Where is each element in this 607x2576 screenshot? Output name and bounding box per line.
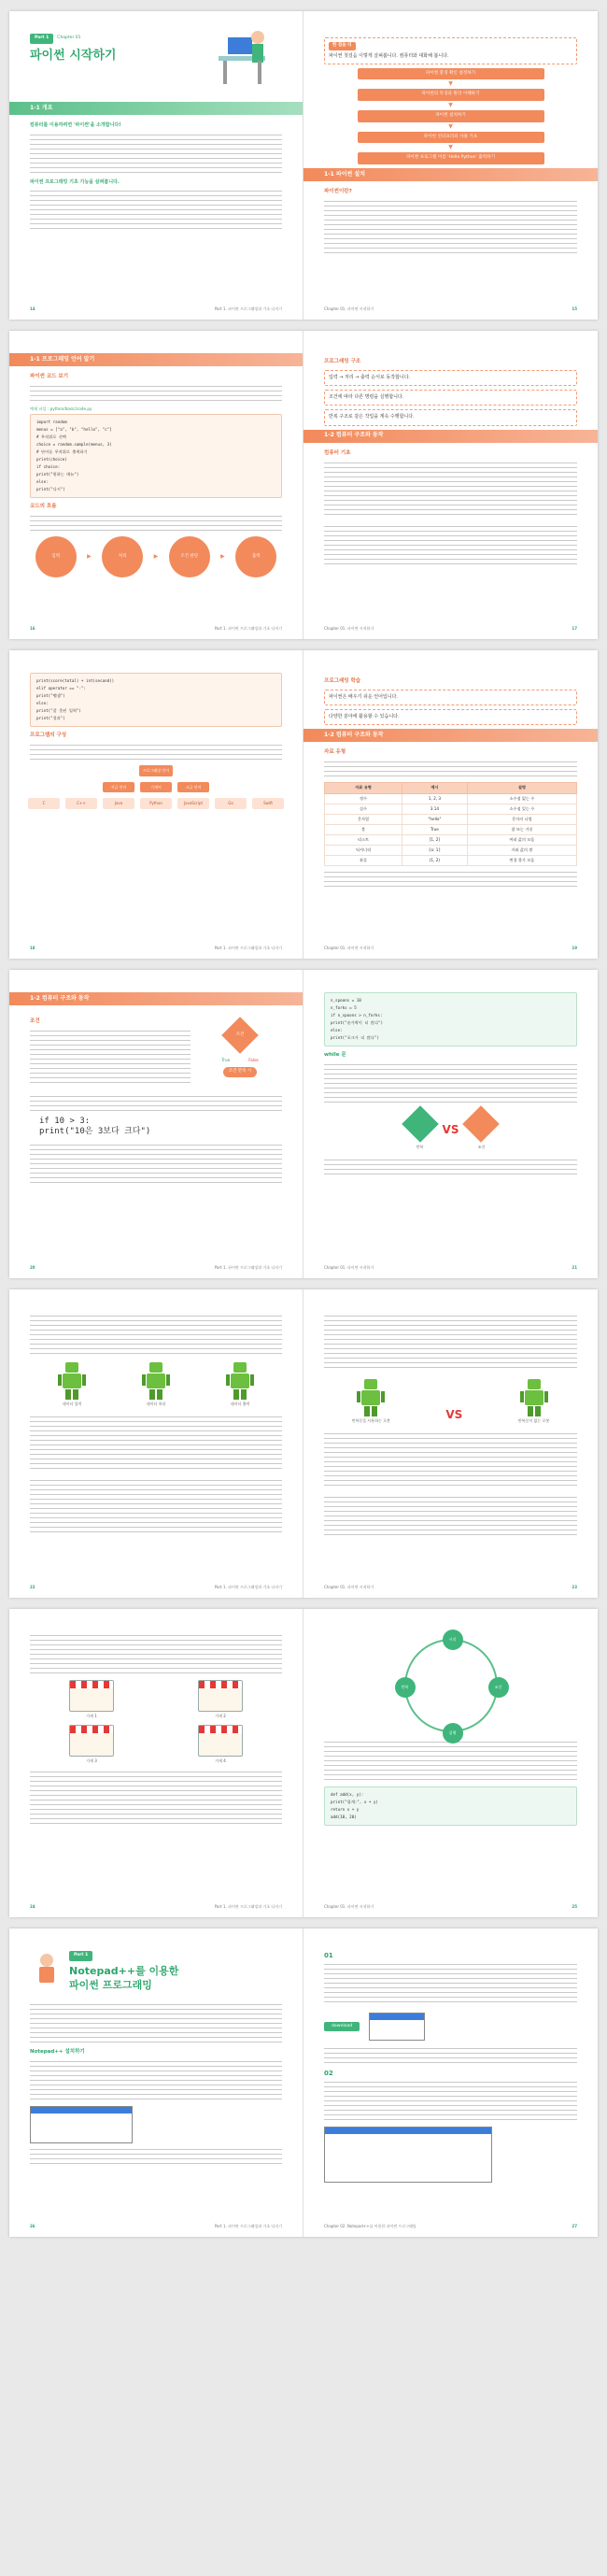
tip-box (324, 690, 577, 705)
robot-row (30, 1362, 282, 1407)
spread-4 (9, 970, 598, 1278)
robot-icon (226, 1362, 254, 1400)
paragraph (324, 2080, 577, 2121)
page-15 (304, 11, 598, 320)
table-cell: (1, 2) (402, 856, 468, 866)
table-cell: [1, 2] (402, 834, 468, 845)
paragraph (324, 1158, 577, 1174)
paragraph (30, 384, 282, 401)
page-footer: 26 Part 1. 파이썬 프로그래밍과 기초 다지기 (30, 2224, 282, 2229)
subheading: 프로그래밍 구조 (324, 359, 361, 364)
robot-item (226, 1362, 254, 1407)
arrow-down-icon: ▼ (448, 80, 453, 88)
tree-node: 저급 언어 (103, 782, 134, 793)
table-row (325, 824, 577, 834)
code-line: print("포크가 더 많다") (331, 1034, 380, 1040)
subheading: 조건 (30, 1018, 40, 1024)
tip-box (324, 709, 577, 725)
table-header: 자료 유형 (325, 783, 402, 793)
page-footer: Chapter 02. Notepad++를 이용한 파이썬 프로그래밍 27 (324, 2224, 577, 2229)
paragraph (30, 1415, 282, 1473)
chapter-title-1: Notepad++를 이용한 (69, 1964, 179, 1977)
tip-box (324, 409, 577, 425)
person-at-desk-icon (209, 19, 275, 93)
shop-item (198, 1680, 243, 1719)
shop-icon (69, 1725, 114, 1757)
paragraph (30, 514, 282, 531)
code-line: # 무작위로 선택 (36, 434, 66, 440)
table-cell: 3.14 (402, 804, 468, 814)
page-23 (304, 1289, 598, 1598)
table-cell: 변경 불가 모음 (467, 856, 576, 866)
code-caption: 예제 파일 : python/basic/code.py (30, 406, 92, 411)
part-badge: Part 1 (30, 34, 53, 44)
page-21 (304, 970, 598, 1278)
arrow-right-icon: ▶ (153, 552, 159, 560)
tip-text: 조건에 따라 다른 명령을 실행합니다. (329, 394, 404, 401)
table-cell: {a: 1} (402, 846, 468, 856)
shop-icon (198, 1680, 243, 1712)
robot-icon (142, 1362, 170, 1400)
code-line: if n_spoons > n_forks: (331, 1012, 383, 1018)
arrow-down-icon: ▼ (448, 122, 453, 130)
paragraph (30, 1770, 282, 1828)
bullet-1: 컴퓨터를 이용하려면 '파이썬'을 소개합니다! (30, 122, 121, 129)
person-icon (30, 1951, 64, 1985)
paragraph (30, 1478, 282, 1536)
paragraph (30, 2059, 282, 2100)
page-footer: 18 Part 1. 파이썬 프로그래밍과 기초 다지기 (30, 946, 282, 951)
section-header: 1-1 파이썬 설치 (304, 168, 598, 181)
step-number: 01 (324, 1952, 333, 1959)
arrow-right-icon: ▶ (87, 552, 92, 560)
code-line: if choice: (36, 463, 61, 469)
tip-text: 파이썬은 배우기 쉬운 언어입니다. (329, 693, 398, 700)
paragraph (324, 1495, 577, 1536)
tree-leaf: Python (140, 798, 172, 809)
code-line: n_forks = 5 (331, 1004, 357, 1010)
code-line: print(score(total) + int(second)) (36, 678, 115, 683)
chapter-illustration (209, 19, 275, 93)
table-cell: 여러 값의 모음 (467, 834, 576, 845)
page-footer: 24 Part 1. 파이썬 프로그래밍과 기초 다지기 (30, 1904, 282, 1910)
paragraph (30, 2147, 282, 2164)
table-cell: 문자열 (325, 814, 402, 824)
robot-item (58, 1362, 86, 1407)
paragraph (324, 1314, 577, 1372)
false-label: False (248, 1058, 259, 1062)
page-26 (9, 1928, 304, 2237)
shop-caption: 가게 4 (215, 1758, 226, 1763)
shop-item (69, 1680, 114, 1719)
page-footer: Chapter 01. 파이썬 시작하기 21 (324, 1265, 577, 1271)
page-22 (9, 1289, 304, 1598)
cycle-diagram (401, 1637, 502, 1736)
robot-icon (58, 1362, 86, 1400)
robot-caption: 데이터 처리 (146, 1402, 166, 1406)
process-circle: 입력 (35, 536, 77, 577)
tree-leaf: Swift (252, 798, 284, 809)
table-cell: 리스트 (325, 834, 402, 845)
language-tree (30, 765, 282, 809)
robot-caption: 데이터 출력 (230, 1402, 250, 1406)
paragraph (30, 743, 282, 760)
robot-icon (357, 1379, 385, 1416)
section-header: 1-2 컴퓨터 구조와 동작 (304, 729, 598, 742)
page-17 (304, 331, 598, 639)
notepad-window (30, 2106, 133, 2143)
chapter-title: 파이썬 시작하기 (30, 48, 117, 63)
page-19 (304, 650, 598, 959)
table-cell: 문자의 나열 (467, 814, 576, 824)
table-cell: True (402, 824, 468, 834)
process-circle: 출력 (235, 536, 276, 577)
spread-6 (9, 1609, 598, 1917)
paragraph (30, 133, 282, 174)
table-cell: 실수 (325, 804, 402, 814)
process-circle: 조건 판단 (169, 536, 210, 577)
chapter-title-2: 파이썬 프로그래밍 (69, 1979, 152, 1992)
paragraph (324, 1740, 577, 1781)
arrow-down-icon: ▼ (448, 144, 453, 151)
page-18 (9, 650, 304, 959)
flow-step: 파이썬의 특징과 원리 이해하기 (358, 89, 544, 101)
paragraph (30, 1314, 282, 1355)
spread-2 (9, 331, 598, 639)
tree-leaf: Go (215, 798, 247, 809)
paragraph (30, 1633, 282, 1674)
tree-root: 프로그래밍 언어 (139, 765, 173, 776)
section-header: 1-1 개요 (9, 102, 303, 115)
tip-box (324, 390, 577, 406)
paragraph (324, 760, 577, 776)
paragraph (324, 870, 577, 887)
table-header: 설명 (467, 783, 576, 793)
condition-diagram (198, 1013, 282, 1092)
shop-item (198, 1725, 243, 1764)
paragraph (324, 461, 577, 519)
shop-caption: 가게 2 (215, 1714, 226, 1718)
code-line: print(choice) (36, 456, 67, 462)
flow-step: 파이썬 환경 확인 설정하기 (358, 68, 544, 80)
code-line: print("잘 못된 입력") (36, 707, 81, 713)
paragraph (324, 2046, 577, 2063)
code-line: print("숟가락이 더 많다") (331, 1019, 384, 1025)
tree-node: 고급 언어 (177, 782, 209, 793)
shop-icon (69, 1680, 114, 1712)
process-circles (30, 536, 282, 577)
page-footer: Chapter 01. 파이썬 시작하기 17 (324, 626, 577, 632)
tip-box (324, 370, 577, 386)
subheading: 프로그래밍 학습 (324, 678, 361, 684)
tree-leaf: JavaScript (177, 798, 209, 809)
code-line: print("다시") (36, 486, 65, 491)
table-row (325, 846, 577, 856)
page-25 (304, 1609, 598, 1917)
paragraph (30, 1143, 282, 1184)
paragraph (30, 2002, 282, 2043)
paragraph (30, 189, 282, 230)
code-line: print("뺄셈") (36, 692, 65, 698)
subheading: Notepad++ 설치하기 (30, 2049, 85, 2056)
loop-diamond (402, 1105, 439, 1143)
process-circle: 처리 (102, 536, 143, 577)
tree-leaf: C (28, 798, 60, 809)
page-footer: 16 Part 1. 파이썬 프로그래밍과 기초 다지기 (30, 626, 282, 632)
robot-caption: 데이터 입력 (62, 1402, 82, 1406)
installer-screenshot (369, 2013, 425, 2041)
page-footer: Chapter 01. 파이썬 시작하기 19 (324, 946, 577, 951)
table-row (325, 804, 577, 814)
code-line: n_spoons = 10 (331, 998, 361, 1003)
notepad-screenshot (324, 2127, 492, 2183)
subheading: 컴퓨터 기초 (324, 449, 351, 456)
flow-diagram (324, 68, 577, 164)
code-line: else: (36, 478, 49, 484)
code-line: return x + y (331, 1806, 360, 1812)
bullet-2: 파이썬 프로그래밍 기초 기능을 살펴봅니다. (30, 178, 120, 185)
code-line: add(10, 20) (331, 1814, 357, 1819)
spread-1 (9, 11, 598, 320)
tip-box: 한 걸음 더 파이썬 첫걸음 이렇게 살펴봅니다. 컴퓨터와 대화해 봅니다. (324, 37, 577, 64)
shop-item (69, 1725, 114, 1764)
table-row (325, 834, 577, 845)
condition-pill: 조건 만족 시 (223, 1067, 258, 1077)
robot-item (142, 1362, 170, 1407)
robot-icon (520, 1379, 548, 1416)
section-header: 1-2 컴퓨터 구조와 동작 (9, 992, 303, 1005)
page-24 (9, 1609, 304, 1917)
table-header: 예시 (402, 783, 468, 793)
code-line: # 단어를 무작위로 출력하기 (36, 449, 88, 454)
page-16 (9, 331, 304, 639)
true-label: True (221, 1058, 231, 1062)
paragraph (324, 1962, 577, 2003)
arrow-down-icon: ▼ (448, 102, 453, 109)
condition-diamond (463, 1105, 501, 1143)
table-row (325, 793, 577, 804)
code-line: else: (36, 700, 49, 705)
page-14 (9, 11, 304, 320)
step-number: 02 (324, 2070, 333, 2078)
subheading: 파이썬이란? (324, 189, 352, 195)
table-row (325, 814, 577, 824)
page-footer: Chapter 01. 파이썬 시작하기 25 (324, 1904, 577, 1910)
page-27 (304, 1928, 598, 2237)
big-code-example: if 10 > 3: print("10은 3보다 크다") (39, 1116, 151, 1136)
shop-caption: 가게 3 (86, 1758, 97, 1763)
data-type-table (324, 782, 577, 866)
paragraph (324, 524, 577, 565)
condition-diamond: 조건 (221, 1017, 259, 1054)
table-cell: 1, 2, 3 (402, 793, 468, 804)
arrow-right-icon: ▶ (220, 552, 225, 560)
shop-caption: 가게 1 (86, 1714, 97, 1718)
tip-text: 다양한 분야에 활용할 수 있습니다. (329, 714, 400, 720)
subheading: 코드의 흐름 (30, 503, 57, 509)
chapter-header (30, 1951, 282, 1993)
cycle-node: 반복 (395, 1677, 416, 1698)
table-cell: 소수점 없는 수 (467, 793, 576, 804)
code-block (30, 414, 282, 498)
tip-text: 입력 → 처리 → 출력 순서로 동작합니다. (329, 374, 411, 380)
table-cell: 튜플 (325, 856, 402, 866)
subheading: 파이썬 코드 보기 (30, 374, 69, 379)
flow-step: 파이썬 설치하기 (358, 110, 544, 122)
table-cell: 정수 (325, 793, 402, 804)
section-header: 1-2 컴퓨터 구조와 동작 (304, 430, 598, 443)
cycle-node: 조건 (488, 1677, 509, 1698)
spread-3 (9, 650, 598, 959)
part-badge: Part 1 (69, 1951, 92, 1961)
table-cell: 참 또는 거짓 (467, 824, 576, 834)
code-line: print("결과") (36, 715, 65, 720)
code-block (324, 992, 577, 1046)
vs-label: VS (442, 1123, 459, 1137)
robot-compare: 반복문을 사용하는 로봇 VS 반복문이 없는 로봇 (324, 1379, 577, 1424)
page-footer: Chapter 01. 파이썬 시작하기 15 (324, 306, 577, 312)
subheading: 프로그램의 구성 (30, 732, 67, 738)
download-button[interactable]: download (324, 2022, 360, 2032)
paragraph (30, 1094, 282, 1111)
shop-icon (198, 1725, 243, 1757)
chapter-label: Chapter 01 (57, 36, 81, 40)
table-cell: "hello" (402, 814, 468, 824)
shop-grid (30, 1680, 282, 1764)
tree-leaf: C++ (65, 798, 97, 809)
code-block (30, 673, 282, 727)
cycle-node: 시작 (443, 1630, 463, 1650)
code-line: choice = random.sample(menus, 3) (36, 442, 112, 448)
tree-node: 기계어 (140, 782, 172, 793)
page-footer: Chapter 01. 파이썬 시작하기 23 (324, 1585, 577, 1590)
vs-label: VS (445, 1408, 463, 1422)
tree-leaf: Java (103, 798, 134, 809)
code-line: menus = ["a", "b", "hello", "c"] (36, 427, 112, 433)
code-line: def add(x, y): (331, 1792, 364, 1797)
subheading: while 문 (324, 1051, 346, 1058)
paragraph (324, 1062, 577, 1103)
page-footer: 20 Part 1. 파이썬 프로그래밍과 기초 다지기 (30, 1265, 282, 1271)
paragraph (324, 199, 577, 257)
section-header: 1-1 프로그래밍 언어 알기 (9, 353, 303, 366)
table-row (325, 856, 577, 866)
code-line: print("원하는 메뉴") (36, 471, 79, 477)
paragraph (324, 1431, 577, 1489)
code-line: else: (331, 1027, 343, 1032)
table-cell: 소수점 있는 수 (467, 804, 576, 814)
paragraph (30, 1029, 191, 1087)
subheading: 자료 유형 (324, 749, 346, 756)
flow-step: 파이썬 인터프리터 사용 기초 (358, 132, 544, 144)
spread-7 (9, 1928, 598, 2237)
code-line: import random (36, 420, 67, 425)
page-footer: 22 Part 1. 파이썬 프로그래밍과 기초 다지기 (30, 1585, 282, 1590)
tip-list (324, 690, 577, 726)
tip-list (324, 370, 577, 426)
page-footer: 14 Part 1. 파이썬 프로그래밍과 기초 다지기 (30, 306, 282, 312)
table-cell: 키와 값의 쌍 (467, 846, 576, 856)
loop-vs-condition: 반복 VS 조건 (324, 1111, 577, 1150)
flow-step: 파이썬 프로그램 이름 'Hello Python' 출력하기 (358, 152, 544, 164)
page-20 (9, 970, 304, 1278)
code-line: print("합계:", x + y) (331, 1799, 378, 1804)
cycle-node: 실행 (443, 1723, 463, 1743)
tip-text: 반복 구조로 같은 작업을 계속 수행합니다. (329, 414, 415, 420)
table-cell: 딕셔너리 (325, 846, 402, 856)
code-block (324, 1786, 577, 1826)
table-cell: 불 (325, 824, 402, 834)
spread-5 (9, 1289, 598, 1598)
code-line: elif operator == "-": (36, 685, 86, 690)
